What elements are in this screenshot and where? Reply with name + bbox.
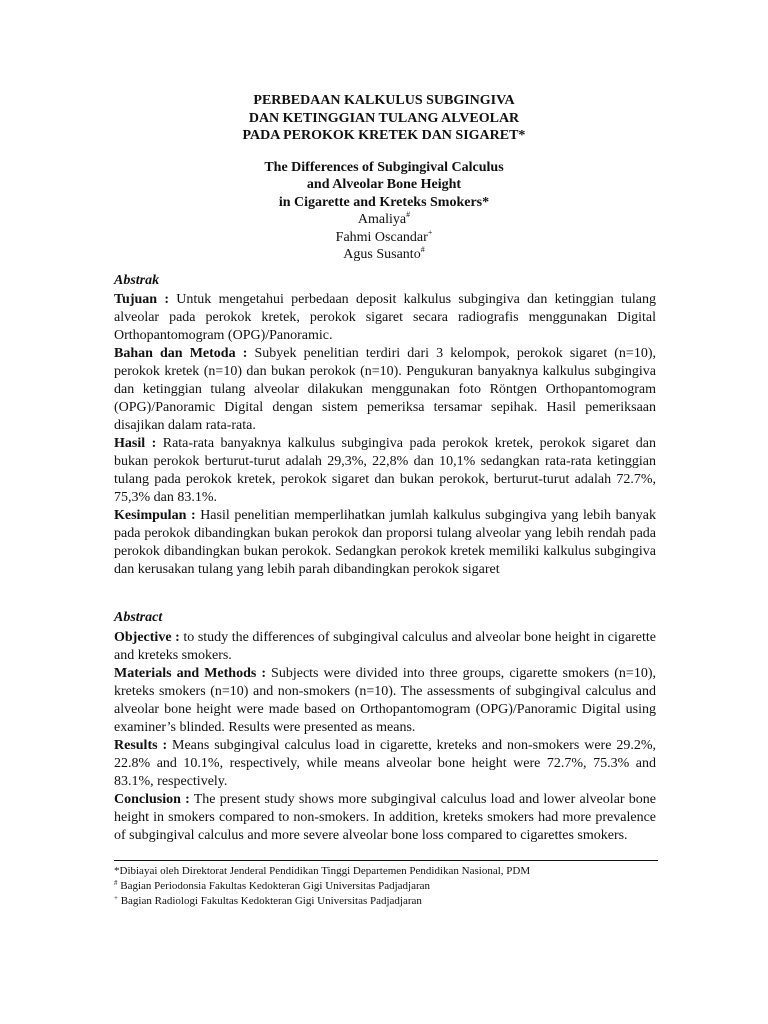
title-english — [0, 159, 768, 212]
footnote-mark: # — [114, 879, 118, 887]
abstrak-bahan-metoda — [114, 345, 656, 435]
title-en-line3: in Cigarette and Kreteks Smokers* — [278, 194, 490, 210]
author-mark: # — [406, 210, 411, 219]
author-3 — [0, 246, 768, 264]
abstract-heading: Abstract — [114, 610, 163, 625]
title-id-line1: PERBEDAAN KALKULUS SUBGINGIVA — [253, 93, 515, 108]
abstrak-section — [114, 272, 656, 579]
abstrak-heading: Abstrak — [114, 273, 160, 288]
abstrak-tujuan — [114, 291, 656, 345]
title-en-line1: The Differences of Subgingival Calculus — [264, 159, 504, 175]
conclusion-label: Conclusion : — [114, 792, 190, 807]
title-id-line2: DAN KETINGGIAN TULANG ALVEOLAR — [248, 110, 520, 126]
footnote-text: *Dibiayai oleh Direktorat Jenderal Pendidikan Tinggi Departemen Pendidikan Nasional, PDM — [114, 865, 531, 877]
abstrak-kesimpulan — [114, 507, 656, 579]
abstrak-hasil — [114, 435, 656, 507]
objective-text: to study the differences of subgingival calculus and alveolar bone height in cigarette and kreteks smokers. — [114, 630, 656, 663]
author-name: Amaliya — [357, 212, 407, 227]
title-block — [0, 92, 768, 264]
methods-text: Subjects were divided into three groups, cigarette smokers (n=10), kreteks smokers (n=10) and non-smokers (n=10). The assessments of subgingival calculus and alveolar bone height were made based on Orthopantomogram (OPG)/Panoramic Digital using examiner’s blinded. Results were presented as means. — [114, 666, 656, 735]
methods-label: Materials and Methods : — [114, 666, 267, 681]
tujuan-label: Tujuan : — [114, 292, 170, 307]
abstract-methods — [114, 665, 656, 737]
kesimpulan-label: Kesimpulan : — [114, 508, 196, 523]
author-mark: + — [427, 227, 433, 237]
bahan-text: Subyek penelitian terdiri dari 3 kelompok, perokok sigaret (n=10), perokok kretek (n=10) dan bukan perokok (n=10). Pengukuran banyaknya kalkulus subgingiva dan ketinggian tulang alveolar dilakukan menggunakan foto Röntgen Orthopantomogram (OPG)/Panoramic Digital dengan sistem pemeriksa tersamar sepihak. Hasil pemeriksaan disajikan dalam rata-rata. — [114, 346, 656, 433]
footnote-text: Bagian Radiologi Fakultas Kedokteran Gigi Universitas Padjadjaran — [117, 895, 422, 907]
title-en-line2: and Alveolar Bone Height — [306, 177, 462, 192]
conclusion-text: The present study shows more subgingival calculus load and lower alveolar bone height in smokers compared to non-smokers. In addition, kreteks smokers had more prevalence of subgingival calculus and more severe alveolar bone loss compared to cigarettes smokers. — [114, 792, 656, 843]
footnote-radiologi — [114, 894, 658, 909]
kesimpulan-text: Hasil penelitian memperlihatkan jumlah kalkulus subgingiva yang lebih banyak pada perokok dibandingkan bukan perokok dan proporsi tulang alveolar yang lebih rendah pada perokok dibandingkan bukan perokok. Sedangkan perokok kretek memiliki kalkulus subgingiva dan kerusakan tulang yang lebih parah dibandingkan perokok sigaret — [114, 508, 657, 577]
results-text: Means subgingival calculus load in cigarette, kreteks and non-smokers were 29.2%, 22.8% and 10.1%, respectively, while means alveolar bone height were 72.7%, 75.3% and 83.1%, respectively. — [114, 738, 656, 789]
abstract-results — [114, 737, 656, 791]
author-mark: # — [420, 245, 425, 254]
author-name: Fahmi Oscandar — [335, 229, 428, 245]
footnote-divider — [114, 860, 658, 861]
hasil-text: Rata-rata banyaknya kalkulus subgingiva pada perokok kretek, perokok sigaret dan bukan perokok berturut-turut adalah 29,3%, 22,8% dan 10,1% sedangkan rata-rata ketinggian tulang pada perokok kretek, perokok sigaret dan bukan perokok, berturut-turut adalah 72.7%, 75,3% dan 83.1%. — [114, 436, 657, 505]
author-name: Agus Susanto — [343, 247, 421, 262]
hasil-label: Hasil : — [114, 436, 157, 451]
footnote-periodonsia — [114, 879, 658, 894]
author-1 — [0, 211, 768, 229]
abstract-conclusion — [114, 791, 656, 845]
tujuan-text: Untuk mengetahui perbedaan deposit kalkulus subgingiva dan ketinggian tulang alveolar pada perokok kretek, perokok sigaret secara radiografis menggunakan Digital Orthopantomogram (OPG)/Panoramic. — [114, 292, 656, 343]
footnote-text: Bagian Periodonsia Fakultas Kedokteran Gigi Universitas Padjadjaran — [117, 880, 431, 892]
bahan-label: Bahan dan Metoda : — [114, 346, 248, 361]
objective-label: Objective : — [114, 630, 180, 645]
footnotes — [114, 864, 658, 909]
title-id-line3: PADA PEROKOK KRETEK DAN SIGARET* — [242, 128, 526, 143]
author-2 — [0, 229, 768, 247]
footnote-mark: + — [114, 894, 118, 902]
results-label: Results : — [114, 738, 168, 753]
title-indonesian — [0, 92, 768, 145]
abstract-objective — [114, 629, 656, 665]
abstract-section — [114, 609, 656, 845]
footnote-funding — [114, 864, 658, 879]
